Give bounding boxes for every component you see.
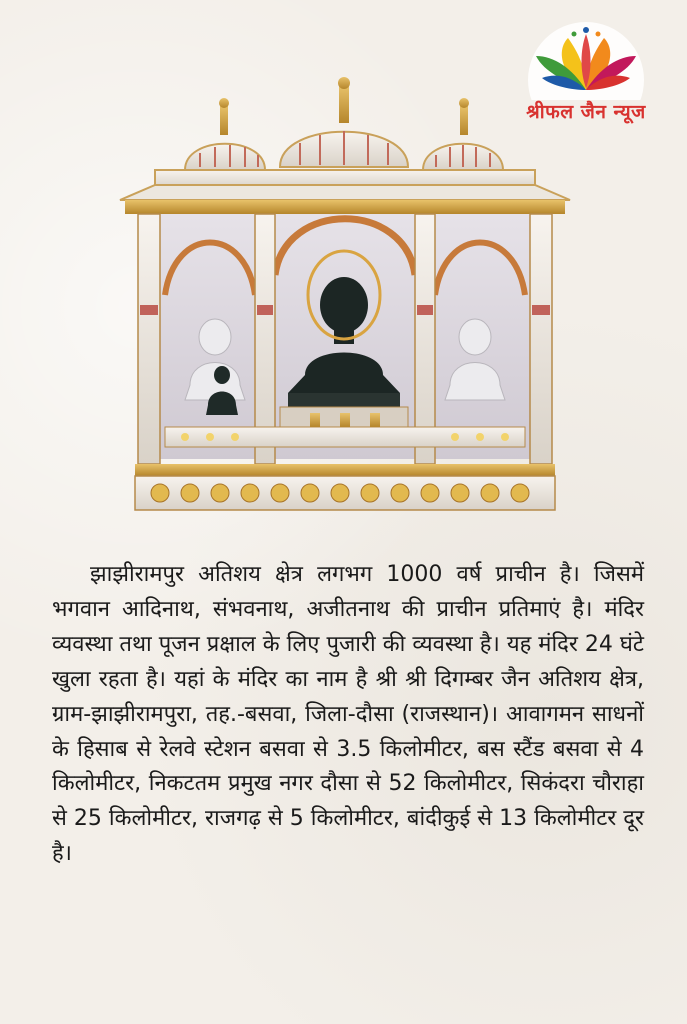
dome-center bbox=[280, 77, 408, 167]
brand-name: श्रीफल जैन न्यूज bbox=[526, 101, 646, 123]
dome-right bbox=[423, 98, 503, 170]
article-paragraph: झाझीरामपुर अतिशय क्षेत्र लगभग 1000 वर्ष प्राचीन है। जिसमें भगवान आदिनाथ, संभवनाथ, अजीतनाथ की प्राचीन प्रतिमाएं है। मंदिर व्यवस्था तथा पूजन प्रक्षाल के लिए पुजारी की व्यवस्था है। यह मंदिर 24 घंटे खुला रहता है। यहां के मंदिर का नाम है श्री श्री दिगम्बर जैन अतिशय क्षेत्र, ग्राम-झाझीरामपुरा, तह.-बसवा, जिला-दौसा (राजस्थान)। आवागमन साधनों के हिसाब से रेलवे स्टेशन बसवा से 3.5 किलोमीटर, बस स्टैंड बसवा से 4 किलोमीटर, निकटतम प्रमुख नगर दौसा से 52 किलोमीटर, सिकंदरा चौराहा से 25 किलोमीटर, राजगढ़ से 5 किलोमीटर, बांदीकुई से 13 किलोमीटर दूर है। bbox=[52, 562, 644, 867]
temple-shrine-image bbox=[110, 75, 580, 520]
dome-left bbox=[185, 98, 265, 170]
